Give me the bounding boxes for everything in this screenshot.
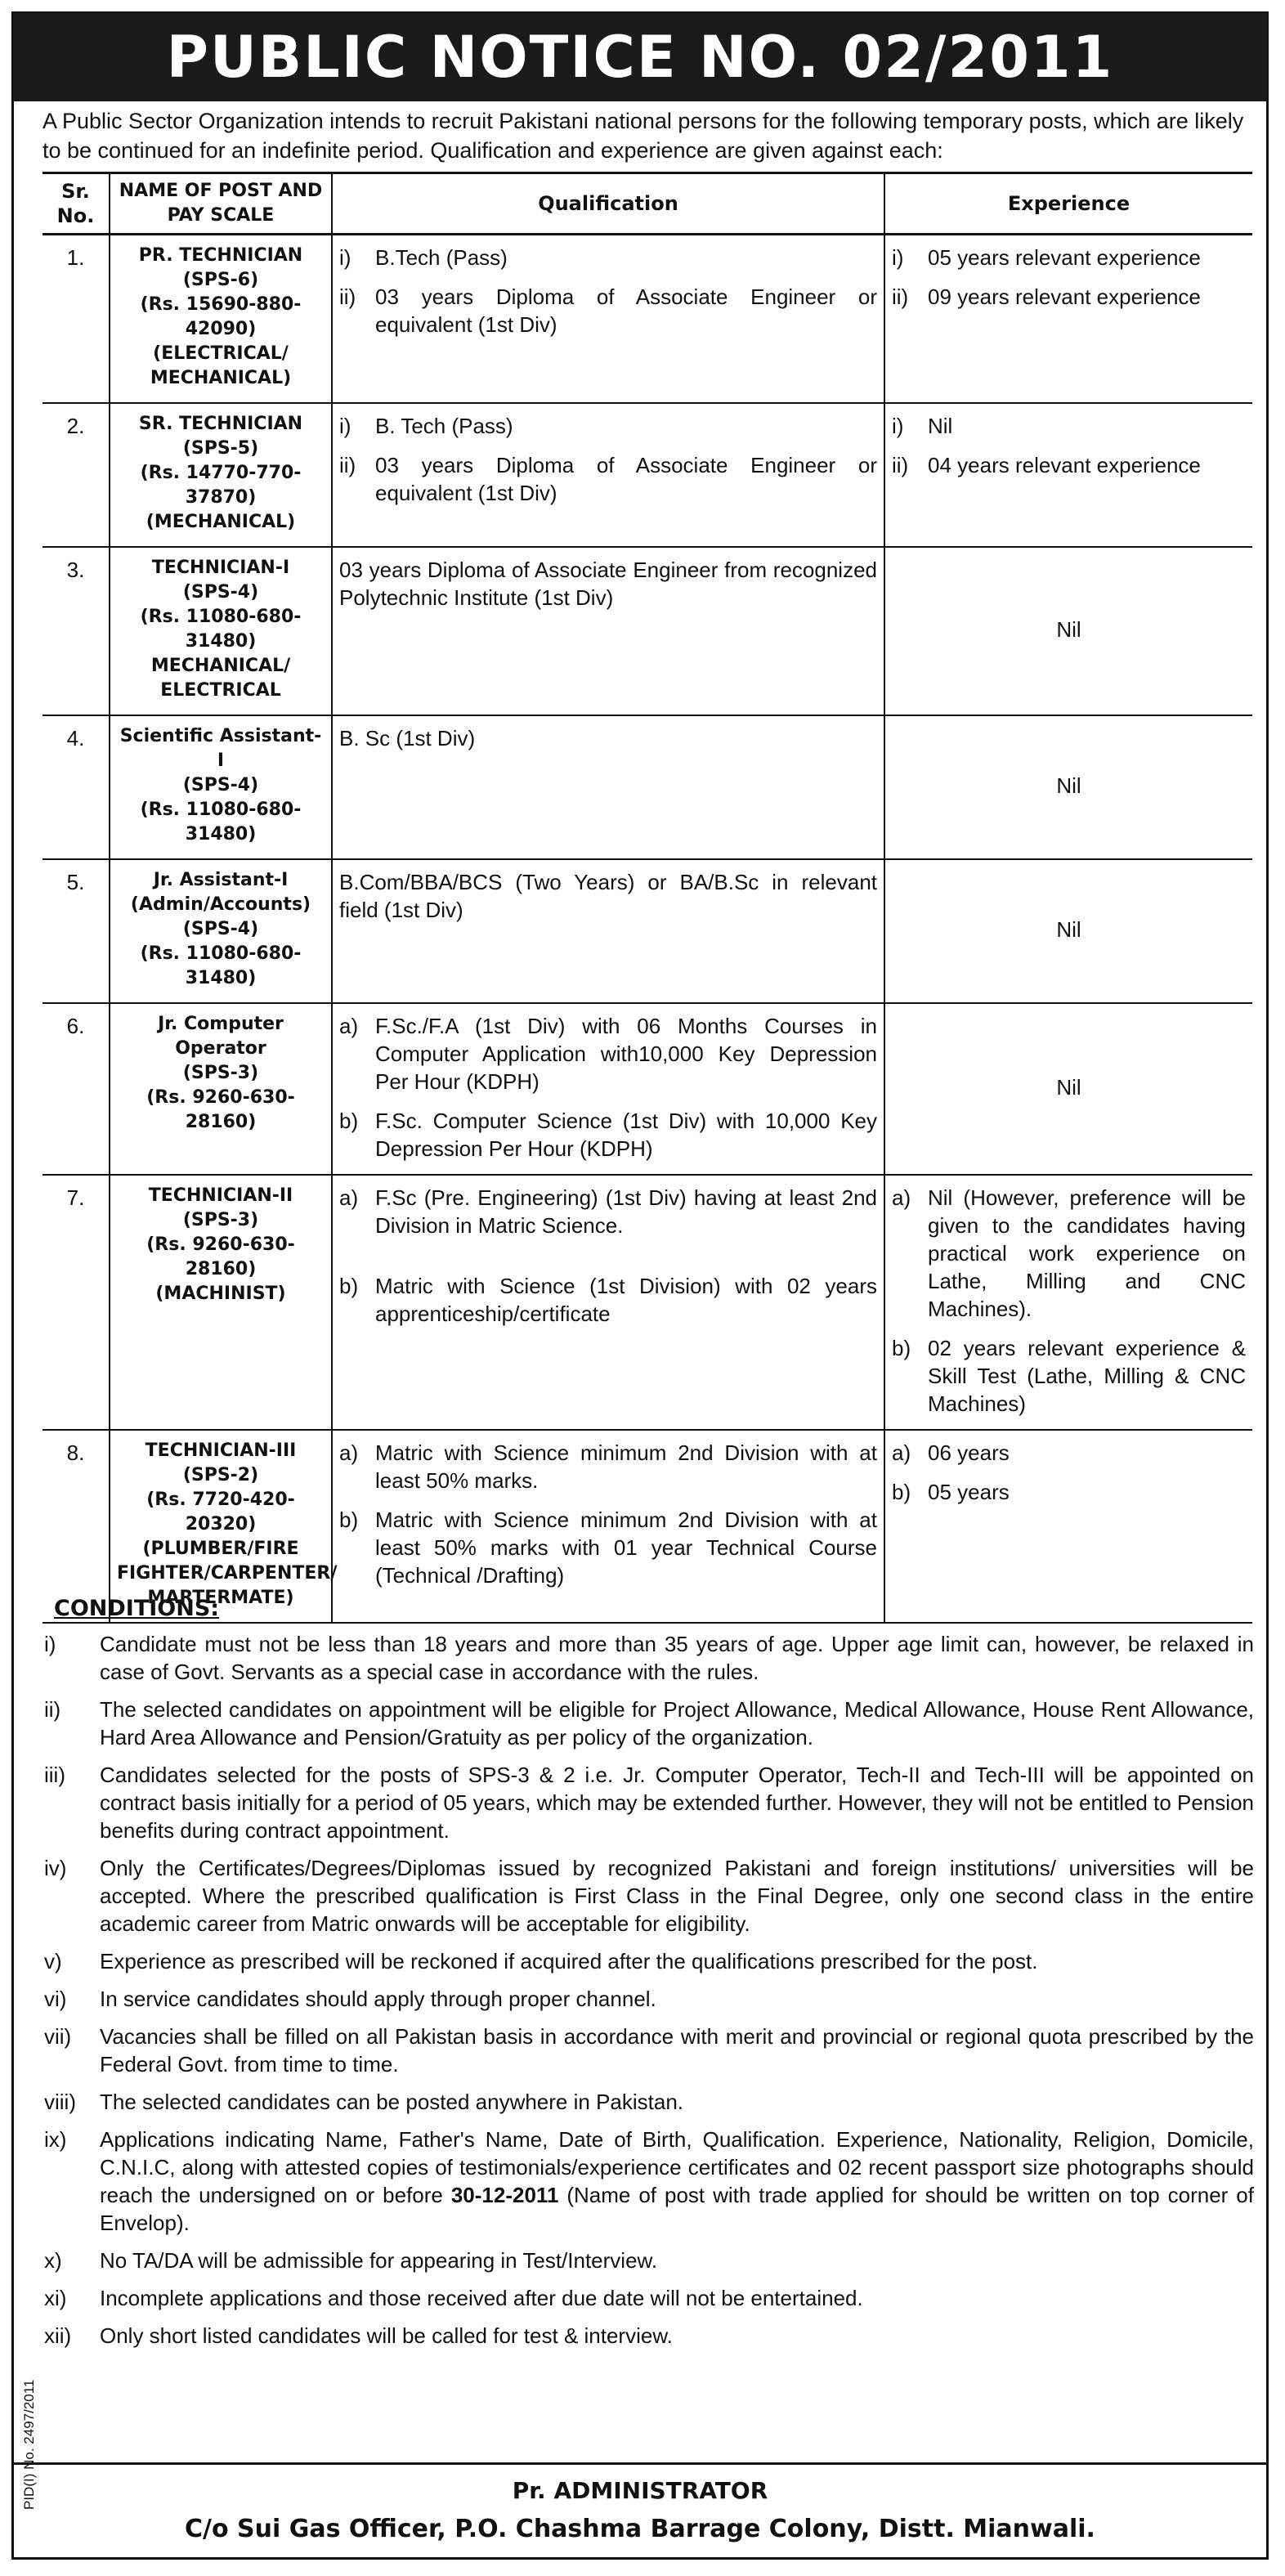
condition-item (44, 1854, 1254, 1938)
condition-marker: xii) (44, 2323, 72, 2348)
qualification-text: 03 years Diploma of Associate Engineer from recognized Polytechnic Institute (1st Div) (339, 558, 877, 610)
condition-marker: vi) (44, 1987, 67, 2011)
condition-marker: iv) (44, 1856, 67, 1880)
experience-item (892, 1334, 1246, 1418)
condition-body: Incomplete applications and those received after due date will not be entertained. (100, 2286, 863, 2310)
row-post (110, 547, 332, 715)
item-text: F.Sc (Pre. Engineering) (1st Div) having at least 2nd Division in Matric Science. (375, 1185, 877, 1238)
item-marker: ii) (892, 284, 909, 309)
condition-item (44, 1947, 1254, 1975)
condition-body: Only short listed candidates will be called for test & interview. (100, 2323, 673, 2348)
condition-text (100, 2023, 1254, 2078)
row-experience (884, 547, 1252, 715)
item-text: Nil (However, preference will be given to the candidates having practical work experience on Lathe, Milling and CNC Machines). (928, 1185, 1246, 1321)
post-line: (Rs. 14770-770-37870) (140, 463, 302, 508)
condition-body: In service candidates should apply through proper channel. (100, 1987, 656, 2011)
row-post (110, 403, 332, 547)
row-qualification (332, 1003, 884, 1175)
item-marker: a) (339, 1440, 359, 1465)
experience-item (892, 244, 1246, 271)
post-line: Jr. Assistant-I (153, 870, 289, 890)
row-sr: 3. (43, 547, 110, 715)
post-line: TECHNICIAN-II (148, 1185, 293, 1206)
row-post (110, 1175, 332, 1430)
condition-marker: iii) (44, 1763, 65, 1787)
post-line: (Rs. 7720-420-20320) (146, 1490, 295, 1534)
table-row (43, 859, 1252, 1003)
condition-text (100, 1761, 1254, 1844)
post-line: PR. TECHNICIAN (138, 245, 303, 266)
post-line: MECHANICAL) (150, 368, 292, 388)
condition-body: Candidate must not be less than 18 years and more than 35 years of age. Upper age limit can, however, be relaxed in case of Govt. Servants as a special case in accordance with the rules. (100, 1632, 1254, 1684)
qualification-text: B.Com/BBA/BCS (Two Years) or BA/B.Sc in relevant field (1st Div) (339, 870, 877, 922)
qualification-item (339, 283, 877, 338)
experience-text: Nil (1056, 617, 1081, 642)
row-experience (884, 1430, 1252, 1623)
condition-body: Experience as prescribed will be reckoned if acquired after the qualifications prescribed for the post. (100, 1949, 1038, 1973)
condition-text (100, 1854, 1254, 1938)
post-line: (MACHINIST) (155, 1284, 286, 1304)
item-marker: ii) (339, 284, 356, 309)
experience-text: Nil (1056, 1075, 1081, 1100)
row-experience (884, 235, 1252, 404)
item-text: F.Sc. Computer Science (1st Div) with 10,000 Key Depression Per Hour (KDPH) (375, 1109, 877, 1161)
qualification-item (339, 1506, 877, 1589)
condition-text (100, 1947, 1254, 1975)
table-row (43, 715, 1252, 859)
post-line: (MECHANICAL) (146, 512, 296, 532)
row-post (110, 1003, 332, 1175)
row-sr: 8. (43, 1430, 110, 1623)
qualification-item (339, 1184, 877, 1239)
post-line: (SPS-5) (182, 438, 259, 459)
row-experience (884, 715, 1252, 859)
item-marker: i) (892, 414, 904, 438)
item-text: 03 years Diploma of Associate Engineer or equivalent (1st Div) (375, 453, 877, 505)
condition-item (44, 2284, 1254, 2312)
post-line: (SPS-6) (182, 270, 259, 290)
condition-marker: vii) (44, 2024, 72, 2049)
condition-item (44, 1761, 1254, 1844)
row-sr: 7. (43, 1175, 110, 1430)
post-line: MARTERMATE) (147, 1588, 294, 1608)
post-line: (PLUMBER/FIRE (142, 1539, 299, 1559)
table-row (43, 547, 1252, 715)
qualification-item (339, 1439, 877, 1494)
row-sr: 5. (43, 859, 110, 1003)
qualification-item (339, 1272, 877, 1328)
condition-marker: viii) (44, 2090, 76, 2114)
post-line: (ELECTRICAL/ (153, 343, 289, 364)
experience-item (892, 1478, 1246, 1506)
item-text: B. Tech (Pass) (375, 414, 513, 438)
qualification-item (339, 451, 877, 507)
qualification-item (339, 412, 877, 440)
experience-item (892, 1439, 1246, 1467)
conditions-list (44, 1630, 1254, 2359)
qualification-item (339, 1107, 877, 1163)
row-experience (884, 403, 1252, 547)
condition-item (44, 2023, 1254, 2078)
post-line: SR. TECHNICIAN (138, 414, 303, 434)
posts-table-wrapper (43, 172, 1252, 1624)
post-line: Scientific Assistant-I (119, 726, 322, 771)
post-line: (Rs. 9260-630-28160) (146, 1234, 295, 1279)
post-line: (Rs. 11080-680-31480) (140, 943, 302, 988)
header-qualification: Qualification (332, 173, 884, 235)
conditions-title: CONDITIONS: (54, 1596, 220, 1621)
row-sr: 4. (43, 715, 110, 859)
posts-table (43, 172, 1252, 1624)
condition-text (100, 1630, 1254, 1686)
item-text: 05 years (928, 1480, 1010, 1504)
item-text: B.Tech (Pass) (375, 245, 508, 270)
condition-marker: x) (44, 2248, 62, 2273)
post-line: ELECTRICAL (160, 680, 281, 701)
row-qualification (332, 859, 884, 1003)
item-marker: b) (339, 1508, 359, 1532)
item-marker: i) (339, 414, 351, 438)
post-line: (SPS-3) (182, 1063, 259, 1083)
item-text: Nil (928, 414, 953, 438)
item-marker: ii) (892, 453, 909, 477)
experience-item (892, 451, 1246, 479)
row-sr: 1. (43, 235, 110, 404)
experience-text: Nil (1056, 773, 1081, 798)
item-text: 06 years (928, 1440, 1010, 1465)
row-qualification (332, 547, 884, 715)
item-text: Matric with Science (1st Division) with 02 years apprenticeship/certificate (375, 1274, 877, 1326)
post-line: TECHNICIAN-I (151, 558, 290, 578)
qualification-item (339, 244, 877, 271)
header-sr: Sr. No. (43, 173, 110, 235)
condition-marker: xi) (44, 2286, 67, 2310)
item-text: 05 years relevant experience (928, 245, 1201, 270)
condition-body: Applications indicating Name, Father's Name, Date of Birth, Qualification. Experience, Nationality, Religion, Domicile, C.N.I.C, along with attested copies of testimonials/experience certificates and 02 recent passport size photographs should reach the undersigned on or before (100, 2127, 1254, 2207)
condition-marker: ix) (44, 2127, 67, 2152)
notice-title: PUBLIC NOTICE NO. 02/2011 (166, 24, 1114, 91)
post-line: (Rs. 11080-680-31480) (140, 800, 302, 844)
deadline-date: 30-12-2011 (450, 2183, 559, 2207)
condition-text (100, 1696, 1254, 1751)
row-experience (884, 859, 1252, 1003)
post-line: (SPS-4) (182, 775, 259, 795)
table-row (43, 403, 1252, 547)
condition-body-after: (Name of post with trade applied for should be written on top corner of Envelop). (100, 2183, 1254, 2235)
condition-body: The selected candidates on appointment will be eligible for Project Allowance, Medical Allowance, House Rent Allowance, Hard Area Allowance and Pension/Gratuity as per policy of the organization. (100, 1697, 1254, 1749)
row-qualification (332, 235, 884, 404)
post-line: (Admin/Accounts) (130, 894, 311, 915)
row-sr: 2. (43, 403, 110, 547)
table-body (43, 235, 1252, 1624)
item-text: Matric with Science minimum 2nd Division with at least 50% marks with 01 year Technical Course (Technical /Drafting) (375, 1508, 877, 1588)
condition-body: The selected candidates can be posted anywhere in Pakistan. (100, 2090, 684, 2114)
condition-body: Vacancies shall be filled on all Pakistan basis in accordance with merit and provincial or regional quota prescribed by the Federal Govt. from time to time. (100, 2024, 1254, 2076)
post-line: (Rs. 15690-880-42090) (140, 294, 302, 339)
condition-item (44, 1696, 1254, 1751)
item-marker: a) (339, 1185, 359, 1210)
row-post (110, 235, 332, 404)
post-line: FIGHTER/CARPENTER/ (117, 1563, 338, 1584)
post-line: (Rs. 9260-630-28160) (146, 1087, 295, 1132)
condition-item (44, 2126, 1254, 2237)
row-qualification (332, 715, 884, 859)
item-marker: b) (339, 1274, 359, 1298)
item-marker: b) (339, 1109, 359, 1133)
condition-marker: v) (44, 1949, 62, 1973)
table-row (43, 235, 1252, 404)
row-post (110, 859, 332, 1003)
item-text: 09 years relevant experience (928, 284, 1201, 309)
condition-item (44, 1630, 1254, 1686)
item-text: 03 years Diploma of Associate Engineer or equivalent (1st Div) (375, 284, 877, 337)
footer-address: C/o Sui Gas Officer, P.O. Chashma Barrage Colony, Distt. Mianwali. (185, 2515, 1095, 2543)
post-line: (SPS-2) (182, 1465, 259, 1485)
item-marker: i) (339, 245, 351, 270)
intro-paragraph: A Public Sector Organization intends to recruit Pakistani national persons for the following temporary posts, which are likely to be continued for an indefinite period. Qualification and experience are given against each: (43, 109, 1244, 163)
experience-item (892, 412, 1246, 440)
condition-body: No TA/DA will be admissible for appearing in Test/Interview. (100, 2248, 658, 2273)
item-marker: ii) (339, 453, 356, 477)
item-text: F.Sc./F.A (1st Div) with 06 Months Courses in Computer Application with10,000 Key Depression Per Hour (KDPH) (375, 1014, 877, 1094)
row-post (110, 1430, 338, 1623)
post-line: (SPS-4) (182, 919, 259, 939)
row-qualification (332, 403, 884, 547)
condition-marker: i) (44, 1632, 56, 1656)
item-text: 04 years relevant experience (928, 453, 1201, 477)
condition-item (44, 2247, 1254, 2274)
row-experience (884, 1175, 1252, 1430)
footer-divider (13, 2462, 1267, 2465)
item-marker: i) (892, 245, 904, 270)
qualification-item (339, 1012, 877, 1095)
item-marker: a) (892, 1440, 911, 1465)
post-line: (SPS-3) (182, 1210, 259, 1230)
table-header-row (43, 173, 1252, 235)
row-post (110, 715, 332, 859)
condition-text (100, 2322, 1254, 2350)
condition-text (100, 2284, 1254, 2312)
item-marker: a) (339, 1014, 359, 1038)
item-text: 02 years relevant experience & Skill Test (Lathe, Milling & CNC Machines) (928, 1336, 1246, 1416)
post-line: TECHNICIAN-III (145, 1440, 297, 1461)
condition-text (100, 2088, 1254, 2116)
qualification-text: B. Sc (1st Div) (339, 726, 476, 750)
table-row (43, 1175, 1252, 1430)
row-qualification (332, 1430, 884, 1623)
item-marker: b) (892, 1480, 911, 1504)
condition-text (100, 2126, 1254, 2237)
condition-body: Only the Certificates/Degrees/Diplomas issued by recognized Pakistani and foreign institutions/ universities will be accepted. Where the prescribed qualification is First Class in the Final Degree, only one second class in the entire academic career from Matric onwards will be acceptable for eligibility. (100, 1856, 1254, 1936)
experience-text: Nil (1056, 917, 1081, 942)
title-banner (13, 13, 1267, 101)
post-line: MECHANICAL/ (150, 656, 291, 676)
header-post: NAME OF POST AND PAY SCALE (110, 173, 332, 235)
item-marker: a) (892, 1185, 911, 1210)
header-experience: Experience (884, 173, 1252, 235)
post-line: Jr. Computer Operator (158, 1014, 284, 1059)
row-experience (884, 1003, 1252, 1175)
row-qualification (332, 1175, 884, 1430)
condition-item (44, 2322, 1254, 2350)
pid-text: PID(I) No. 2497/2011 (21, 2379, 37, 2510)
experience-item (892, 1184, 1246, 1323)
footer-signatory: Pr. ADMINISTRATOR (512, 2477, 768, 2504)
row-sr: 6. (43, 1003, 110, 1175)
condition-text (100, 1985, 1254, 2013)
table-row (43, 1003, 1252, 1175)
post-line: (SPS-4) (182, 582, 259, 603)
post-line: (Rs. 11080-680-31480) (140, 607, 302, 652)
condition-body: Candidates selected for the posts of SPS-3 & 2 i.e. Jr. Computer Operator, Tech-II and Tech-III will be appointed on contract basis initially for a period of 05 years, which may be extended further. However, they will not be entitled to Pension benefits during contract appointment. (100, 1763, 1254, 1843)
table-row (43, 1430, 1252, 1623)
condition-item (44, 1985, 1254, 2013)
item-marker: b) (892, 1336, 911, 1360)
condition-item (44, 2088, 1254, 2116)
item-text: Matric with Science minimum 2nd Division with at least 50% marks. (375, 1440, 877, 1493)
condition-text (100, 2247, 1254, 2274)
condition-marker: ii) (44, 1697, 61, 1722)
experience-item (892, 283, 1246, 311)
